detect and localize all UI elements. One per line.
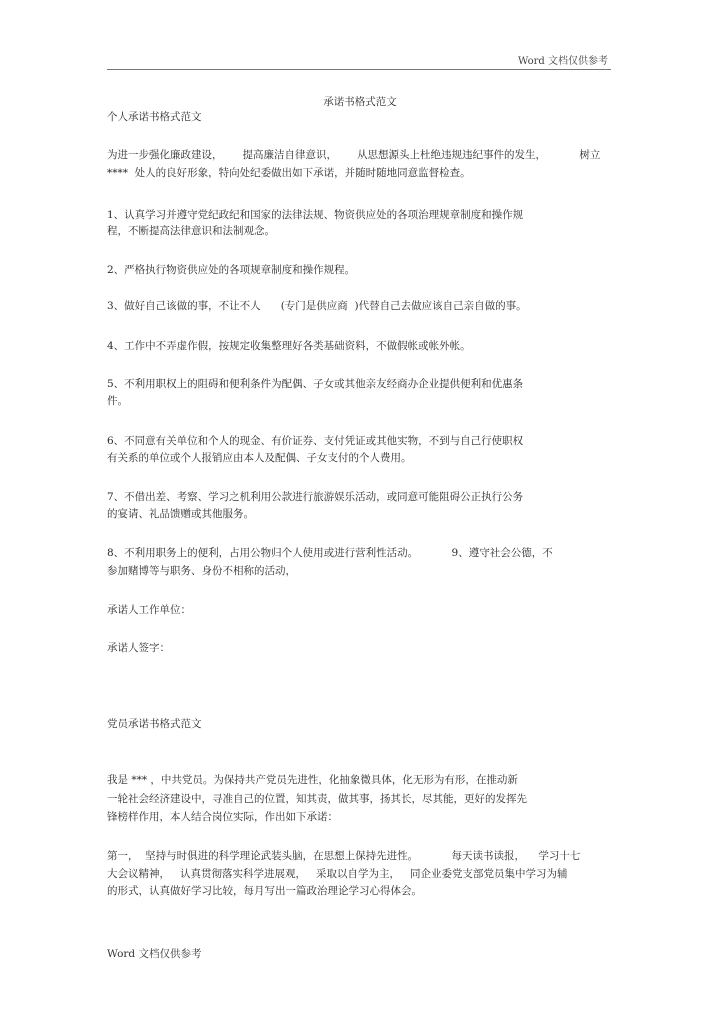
item-2: 2、严格执行物资供应处的各项规章制度和操作规程。 (107, 264, 356, 276)
header-divider (107, 69, 611, 70)
item-7-line-2: 的宴请、礼品馈赠或其他服务。 (107, 508, 254, 520)
intro-line-2: **** 处人的良好形象，特向处纪委做出如下承诺，并随时随地同意监督检查。 (107, 167, 471, 179)
pledge-paragraph-line-3: 锋榜样作用，本人结合岗位实际，作出如下承诺： (107, 811, 338, 823)
item-1-line-1: 1、认真学习并遵守党纪政纪和国家的法律法规、物资供应处的各项治理规章制度和操作规 (107, 209, 524, 221)
item-6-line-1: 6、不同意有关单位和个人的现金、有价证券、支付凭证或其他实物，不到与自己行使职权 (107, 435, 524, 447)
item-5-line-1: 5、不利用职权上的阻碍和便利条件为配偶、子女或其他亲友经商办企业提供便利和优惠条 (107, 378, 524, 390)
signature-label: 承诺人签字： (107, 642, 170, 654)
unit-label: 承诺人工作单位： (107, 604, 191, 616)
footer-note: Word 文档仅供参考 (107, 948, 202, 960)
section-heading-personal: 个人承诺书格式范文 (107, 111, 202, 123)
item-6-line-2: 有关系的单位或个人报销应由本人及配偶、子女支付的个人费用。 (107, 452, 412, 464)
item-5-line-2: 件。 (107, 395, 128, 407)
intro-line-1: 为进一步强化廉政建设， 提高廉洁自律意识， 从思想源头上杜绝违规违纪事件的发生， 树立 (107, 149, 601, 161)
item-3: 3、做好自己该做的事，不让不人 (专门是供应商 )代替自己去做应该自己亲自做的事。 (107, 300, 527, 312)
item-8-line-2: 参加赌博等与职务、身份不相称的活动， (107, 565, 296, 577)
pledge-paragraph-line-2: 一轮社会经济建设中，寻准自己的位置，知其责，做其事，扬其长，尽其能，更好的发挥先 (107, 793, 527, 805)
pledge-paragraph-line-1: 我是 *** ，中共党员。为保持共产党员先进性，化抽象微具体，化无形为有形，在推动新 (107, 774, 518, 786)
item-7-line-1: 7、不借出差、考察、学习之机利用公款进行旅游娱乐活动，或同意可能阻碍公正执行公务 (107, 491, 524, 503)
first-pledge-line-1: 第一， 坚持与时俱进的科学理论武装头脑，在思想上保持先进性。 每天读书读报， 学习十七 (107, 850, 581, 862)
document-title: 承诺书格式范文 (323, 96, 397, 108)
header-note: Word 文档仅供参考 (518, 56, 608, 67)
item-1-line-2: 程，不断提高法律意识和法制观念。 (107, 225, 275, 237)
section-heading-party-member: 党员承诺书格式范文 (107, 718, 202, 730)
first-pledge-line-3: 的形式，认真做好学习比较，每月写出一篇政治理论学习心得体会。 (107, 885, 422, 897)
item-4: 4、工作中不弄虚作假，按规定收集整理好各类基础资料，不做假帐或帐外帐。 (107, 340, 471, 352)
item-8-line-1: 8、不利用职务上的便利，占用公物归个人使用或进行营利性活动。 9、遵守社会公德，不 (107, 547, 553, 559)
first-pledge-line-2: 大会议精神， 认真贯彻落实科学进展观， 采取以自学为主， 同企业委党支部党员集中学习为辅 (107, 868, 568, 880)
